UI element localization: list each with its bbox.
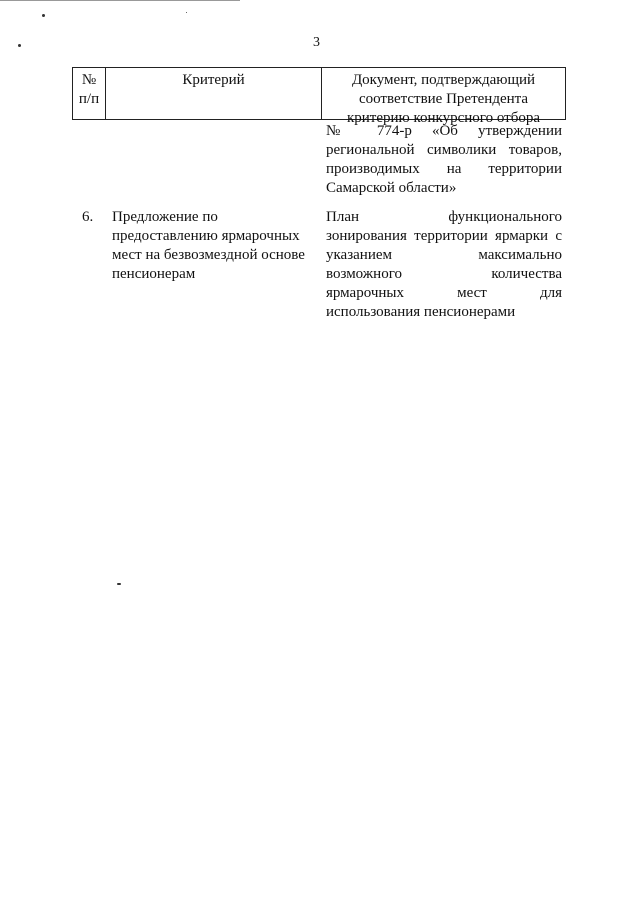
table-header (72, 67, 566, 126)
continuation-line-2: региональной символики товаров, (326, 142, 562, 158)
row-6-document-line-4: возможного количества (326, 266, 562, 282)
row-6-document-cell (326, 208, 562, 322)
header-criterion: Критерий (182, 72, 245, 88)
header-document-line-1: Документ, подтверждающий (351, 72, 536, 88)
row-6-criterion-line-3: мест на безвозмездной основе (112, 247, 305, 263)
continuation-line-1: № 774-р «Об утверждении (326, 123, 562, 139)
header-document-line-2: соответствие Претендента (358, 91, 529, 107)
scan-speck (186, 12, 187, 13)
row-6-criterion-cell (112, 208, 308, 284)
scan-speck (18, 44, 21, 47)
continuation-line-3: производимых на территории (326, 161, 562, 177)
row-6-document-line-2: зонирования территории ярмарки с (326, 228, 562, 244)
row-6-criterion-line-1: Предложение по (112, 209, 218, 225)
row-6-number: 6. (82, 209, 94, 225)
scan-speck (42, 14, 45, 17)
row-6-document-line-5: ярмарочных мест для (326, 285, 562, 301)
row-6-document-line-3: указанием максимально (326, 247, 562, 263)
header-num-line-2: п/п (78, 91, 100, 107)
row-6-document-line-1: План функционального (326, 209, 562, 225)
header-num-line-1: № (81, 72, 97, 88)
header-document-line-3: критерию конкурсного отбора (346, 110, 540, 126)
scan-top-rule (0, 0, 240, 1)
row-6-document-line-6: использования пенсионерами (326, 304, 516, 320)
row-6-criterion-line-4: пенсионерам (112, 266, 196, 282)
row-6-criterion-line-2: предоставлению ярмарочных (112, 228, 300, 244)
header-criterion-cell (106, 68, 322, 119)
scan-speck (117, 583, 121, 585)
header-num-cell (73, 68, 106, 119)
page-number: 3 (313, 35, 320, 50)
continuation-line-4: Самарской области» (326, 180, 457, 196)
header-document-cell (322, 68, 565, 126)
continuation-document-cell (326, 122, 562, 198)
